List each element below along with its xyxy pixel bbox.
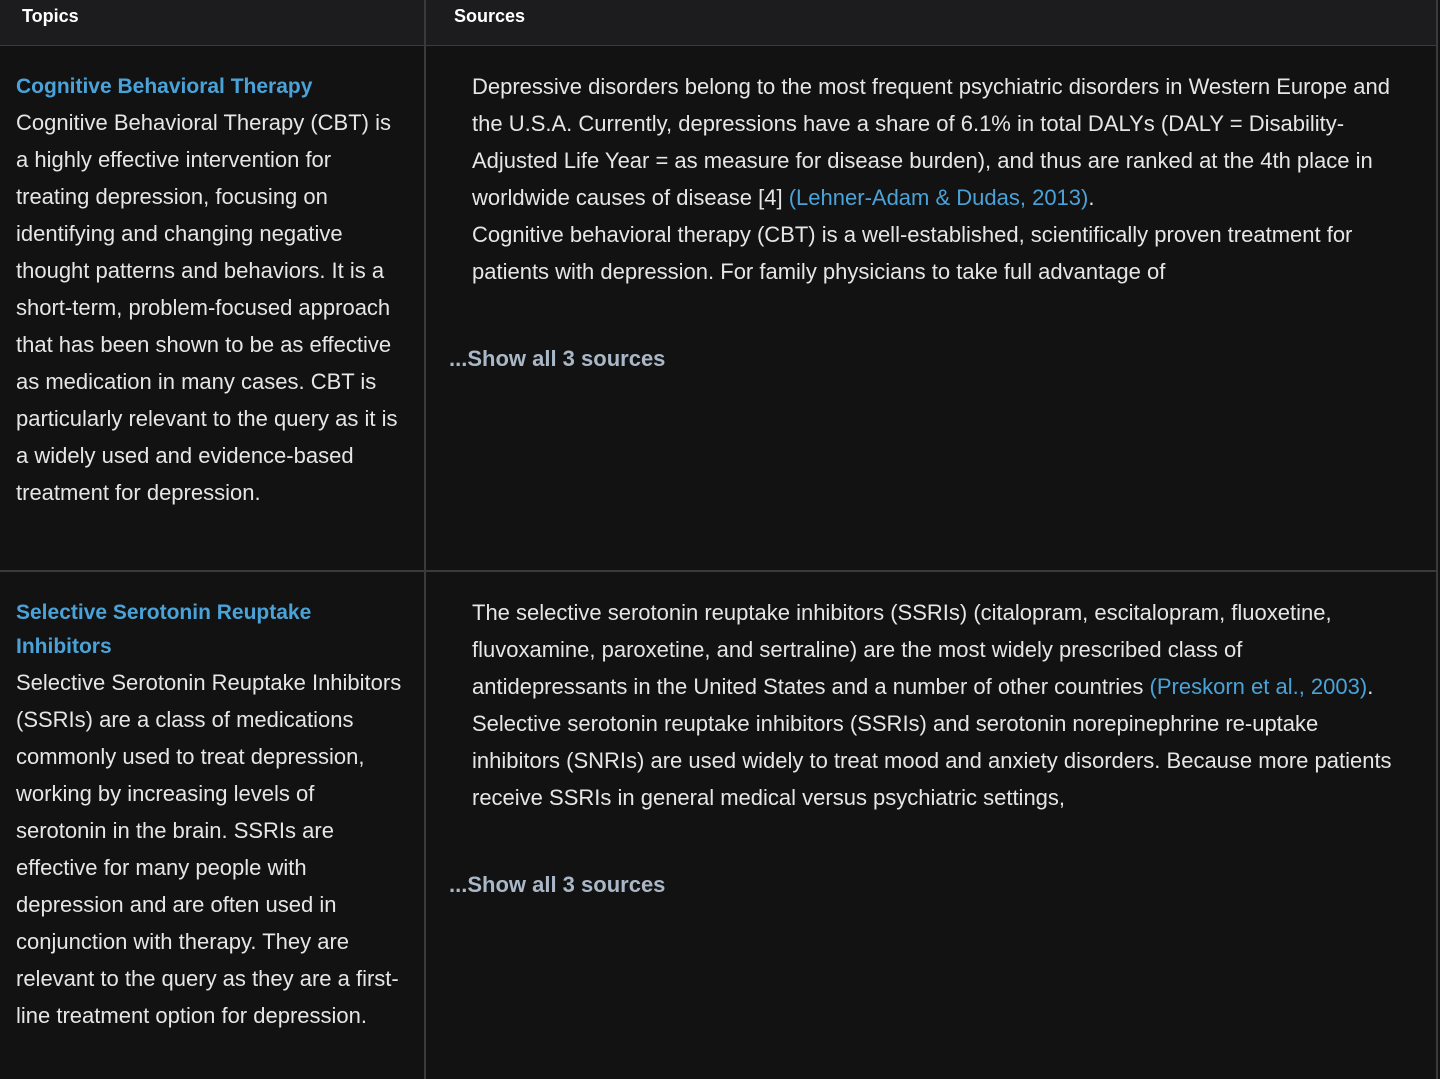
source-excerpt-text: The selective serotonin reuptake inhibitors (SSRIs) (citalopram, escitalopram, fluoxetine, fluvoxamine, paroxetine, and sertraline) are the most widely prescribed class of antidepressants in the United States and a number of other countries (472, 600, 1332, 699)
source-excerpt-end: . (1367, 674, 1374, 699)
source-excerpt-text: Depressive disorders belong to the most frequent psychiatric disorders in Western Europe and the U.S.A. Currently, depressions have a share of 6.1% in total DALYs (DALY = Disability-Adjusted Life Year = as measure for disease burden), and thus are ranked at the 4th place in worldwide causes of disease [4] (472, 74, 1390, 210)
show-all-sources-link[interactable]: ...Show all 3 sources (449, 872, 666, 897)
topic-title-link[interactable]: Selective Serotonin Reuptake Inhibitors (16, 601, 312, 658)
topic-title-link[interactable]: Cognitive Behavioral Therapy (16, 75, 313, 98)
topics-column-header: Topics (22, 6, 79, 26)
source-cell (472, 68, 1392, 290)
citation-link[interactable]: (Preskorn et al., 2003) (1149, 674, 1368, 699)
source-excerpt (472, 594, 1392, 705)
topic-cell (16, 596, 408, 1034)
topic-cell (16, 70, 408, 511)
source-excerpt-end: . (1088, 185, 1095, 210)
table-header (0, 0, 1436, 46)
source-excerpt (472, 68, 1392, 216)
source-cell (472, 594, 1392, 816)
topic-description: Cognitive Behavioral Therapy (CBT) is a highly effective intervention for treating depression, focusing on identifying and changing negative thought patterns and behaviors. It is a short-term, problem-focused approach that has been shown to be as effective as medication in many cases. CBT is particularly relevant to the query as it is a widely used and evidence-based treatment for depression. (16, 110, 398, 505)
table-row (0, 46, 1436, 572)
topic-description: Selective Serotonin Reuptake Inhibitors (SSRIs) are a class of medications commonly used to treat depression, working by increasing levels of serotonin in the brain. SSRIs are effective for many people with depression and are often used in conjunction with therapy. They are relevant to the query as they are a first-line treatment option for depression. (16, 670, 402, 1028)
source-excerpt: Selective serotonin reuptake inhibitors (SSRIs) and serotonin norepinephrine re-uptake inhibitors (SNRIs) are used widely to treat mood and anxiety disorders. Because more patients receive SSRIs in general medical versus psychiatric settings, (472, 711, 1392, 810)
sources-column-header: Sources (454, 6, 526, 26)
table-row (0, 572, 1436, 1079)
column-divider (424, 0, 426, 1079)
citation-link[interactable]: (Lehner-Adam & Dudas, 2013) (788, 185, 1089, 210)
source-excerpt: Cognitive behavioral therapy (CBT) is a well-established, scientifically proven treatment for patients with depression. For family physicians to take full advantage of (472, 222, 1353, 284)
show-all-sources-link[interactable]: ...Show all 3 sources (449, 346, 666, 371)
